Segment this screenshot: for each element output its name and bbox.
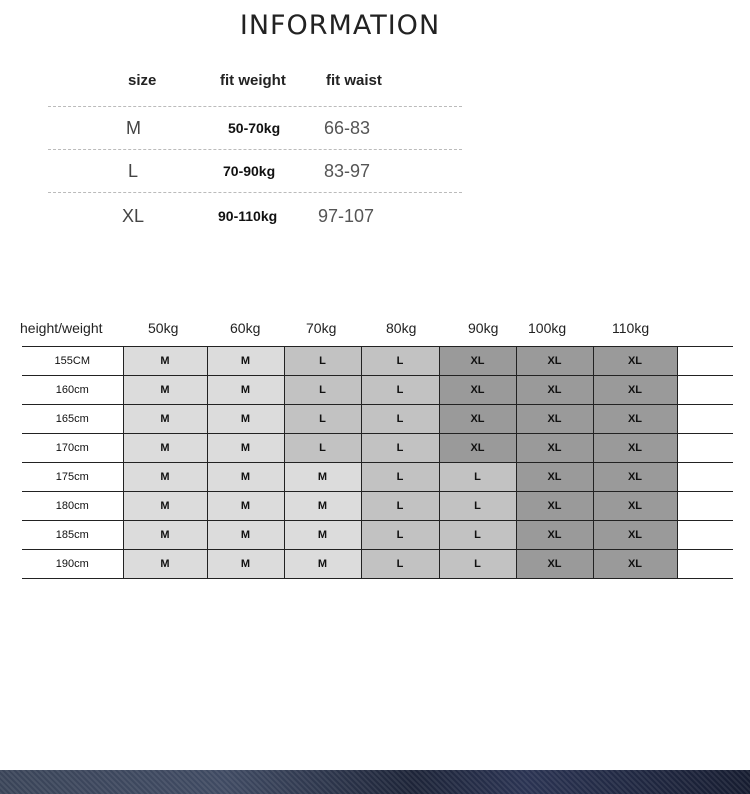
height-label: 170cm	[22, 434, 123, 463]
height-label: 175cm	[22, 463, 123, 492]
weight-header: 70kg	[306, 320, 337, 336]
weight-header: 60kg	[230, 320, 261, 336]
size-cell: M	[123, 434, 207, 463]
chart-row	[22, 347, 733, 376]
size-cell: L	[439, 550, 516, 579]
size-cell: XL	[516, 492, 593, 521]
chart-row	[22, 405, 733, 434]
weight-header: 100kg	[528, 320, 567, 336]
fabric-texture-strip	[0, 770, 750, 794]
info-header-weight: fit weight	[220, 72, 286, 89]
info-weight: 50-70kg	[228, 120, 281, 136]
size-cell: M	[123, 347, 207, 376]
page-title: INFORMATION	[239, 10, 441, 41]
info-weight: 90-110kg	[218, 208, 278, 224]
size-cell: M	[207, 550, 284, 579]
size-cell: M	[123, 521, 207, 550]
chart-row	[22, 434, 733, 463]
size-cell: L	[361, 492, 439, 521]
size-cell: L	[361, 463, 439, 492]
info-header-size: size	[128, 72, 157, 89]
info-row	[48, 107, 462, 149]
size-cell: XL	[593, 492, 677, 521]
info-waist: 97-107	[318, 206, 375, 226]
size-cell: M	[284, 550, 361, 579]
size-cell: M	[207, 463, 284, 492]
divider	[48, 192, 462, 193]
size-cell: XL	[593, 347, 677, 376]
empty-cell	[677, 434, 733, 463]
size-cell: M	[123, 405, 207, 434]
size-cell: L	[361, 434, 439, 463]
info-header-waist: fit waist	[326, 72, 382, 89]
empty-cell	[677, 347, 733, 376]
size-cell: XL	[516, 434, 593, 463]
empty-cell	[677, 550, 733, 579]
size-cell: L	[284, 405, 361, 434]
size-cell: XL	[593, 521, 677, 550]
size-cell: XL	[516, 463, 593, 492]
size-cell: L	[361, 521, 439, 550]
size-cell: XL	[439, 405, 516, 434]
size-cell: M	[284, 463, 361, 492]
info-row	[48, 195, 462, 237]
size-cell: XL	[439, 376, 516, 405]
info-weight: 70-90kg	[223, 163, 276, 179]
height-label: 180cm	[22, 492, 123, 521]
size-cell: XL	[516, 347, 593, 376]
size-cell: XL	[516, 521, 593, 550]
size-cell: XL	[593, 434, 677, 463]
empty-cell	[677, 463, 733, 492]
size-cell: M	[123, 492, 207, 521]
empty-cell	[677, 521, 733, 550]
height-label: 155CM	[22, 347, 123, 376]
size-cell: XL	[439, 347, 516, 376]
size-cell: XL	[593, 463, 677, 492]
size-cell: M	[123, 376, 207, 405]
weight-header: 80kg	[386, 320, 417, 336]
size-cell: M	[284, 521, 361, 550]
info-waist: 66-83	[324, 118, 371, 138]
size-cell: M	[207, 376, 284, 405]
size-chart-table	[22, 346, 733, 579]
size-cell: L	[361, 347, 439, 376]
size-cell: M	[123, 550, 207, 579]
size-cell: XL	[593, 376, 677, 405]
size-cell: L	[439, 492, 516, 521]
empty-cell	[677, 376, 733, 405]
size-cell: M	[207, 492, 284, 521]
height-label: 165cm	[22, 405, 123, 434]
chart-row	[22, 521, 733, 550]
info-size: L	[128, 161, 139, 181]
weight-header: 110kg	[612, 320, 650, 336]
height-label: 160cm	[22, 376, 123, 405]
info-size: XL	[122, 206, 145, 226]
chart-row	[22, 492, 733, 521]
size-cell: XL	[516, 550, 593, 579]
info-row	[48, 150, 462, 192]
empty-cell	[677, 405, 733, 434]
size-cell: M	[207, 347, 284, 376]
chart-row	[22, 376, 733, 405]
empty-cell	[677, 492, 733, 521]
chart-row	[22, 550, 733, 579]
height-label: 190cm	[22, 550, 123, 579]
size-cell: L	[284, 434, 361, 463]
size-cell: L	[284, 347, 361, 376]
size-cell: XL	[593, 405, 677, 434]
height-label: 185cm	[22, 521, 123, 550]
chart-corner-label: height/weight	[20, 320, 103, 336]
size-cell: M	[284, 492, 361, 521]
size-cell: XL	[593, 550, 677, 579]
size-cell: L	[361, 376, 439, 405]
size-cell: L	[361, 405, 439, 434]
size-cell: M	[207, 521, 284, 550]
info-size: M	[126, 118, 141, 138]
size-cell: XL	[439, 434, 516, 463]
weight-header: 50kg	[148, 320, 179, 336]
size-cell: M	[207, 405, 284, 434]
size-cell: L	[284, 376, 361, 405]
size-cell: M	[207, 434, 284, 463]
chart-row	[22, 463, 733, 492]
size-cell: M	[123, 463, 207, 492]
weight-header: 90kg	[468, 320, 499, 336]
info-waist: 83-97	[324, 161, 371, 181]
size-cell: L	[361, 550, 439, 579]
size-cell: L	[439, 463, 516, 492]
size-cell: L	[439, 521, 516, 550]
size-cell: XL	[516, 376, 593, 405]
size-cell: XL	[516, 405, 593, 434]
